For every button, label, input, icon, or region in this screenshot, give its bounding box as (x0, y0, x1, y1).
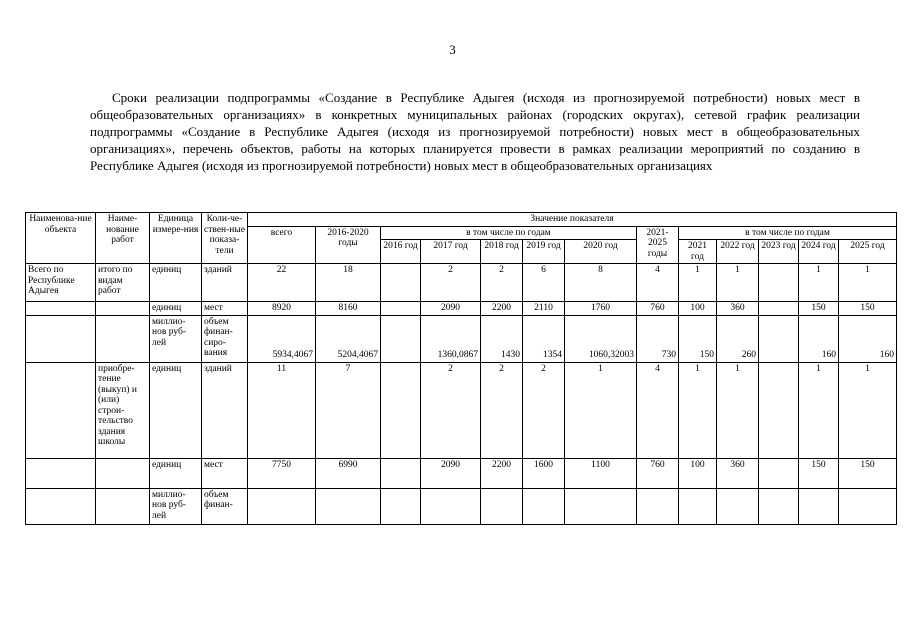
work-name-cell (96, 302, 150, 316)
value-cell (565, 488, 637, 524)
indicators-table (25, 212, 897, 525)
value-cell: 100 (679, 302, 717, 316)
value-cell (759, 488, 799, 524)
header-year: 2020 год (565, 240, 637, 264)
value-cell: 1 (799, 362, 839, 458)
value-cell (717, 488, 759, 524)
value-cell: 150 (799, 458, 839, 488)
value-cell: 1 (717, 264, 759, 302)
object-name-cell (26, 315, 96, 362)
object-name-cell: Всего по Республике Адыгея (26, 264, 96, 302)
value-cell: 150 (839, 302, 897, 316)
value-cell (523, 488, 565, 524)
value-cell: 2090 (421, 302, 481, 316)
value-cell: 730 (637, 315, 679, 362)
table-row (26, 458, 897, 488)
value-cell: 7750 (248, 458, 316, 488)
value-cell (381, 488, 421, 524)
value-cell (381, 458, 421, 488)
value-cell (759, 264, 799, 302)
value-cell (248, 488, 316, 524)
value-cell: 150 (799, 302, 839, 316)
header-work-name: Наиме-нование работ (96, 213, 150, 264)
object-name-cell (26, 458, 96, 488)
value-cell: 2200 (481, 302, 523, 316)
value-cell: 2 (481, 362, 523, 458)
value-cell: 1760 (565, 302, 637, 316)
value-cell: 4 (637, 362, 679, 458)
quantity-cell: зданий (202, 362, 248, 458)
value-cell: 260 (717, 315, 759, 362)
header-year: 2022 год (717, 240, 759, 264)
value-cell: 8160 (316, 302, 381, 316)
unit-cell: миллио-нов руб-лей (150, 315, 202, 362)
value-cell: 160 (799, 315, 839, 362)
value-cell (316, 488, 381, 524)
value-cell: 5204,4067 (316, 315, 381, 362)
value-cell: 8 (565, 264, 637, 302)
header-object-name: Наименова-ние объекта (26, 213, 96, 264)
value-cell: 22 (248, 264, 316, 302)
value-cell: 2 (421, 264, 481, 302)
value-cell: 18 (316, 264, 381, 302)
header-unit: Единица измере-ния (150, 213, 202, 264)
unit-cell: единиц (150, 362, 202, 458)
value-cell: 150 (679, 315, 717, 362)
unit-cell: единиц (150, 458, 202, 488)
value-cell: 1 (799, 264, 839, 302)
table-row (26, 362, 897, 458)
value-cell: 360 (717, 458, 759, 488)
value-cell: 6990 (316, 458, 381, 488)
value-cell: 1354 (523, 315, 565, 362)
table-row (26, 315, 897, 362)
page-number: 3 (449, 42, 456, 57)
object-name-cell (26, 302, 96, 316)
value-cell: 2 (481, 264, 523, 302)
value-cell (759, 362, 799, 458)
header-year: 2023 год (759, 240, 799, 264)
table-row (26, 264, 897, 302)
value-cell (637, 488, 679, 524)
value-cell: 1 (679, 264, 717, 302)
work-name-cell: итого по видам работ (96, 264, 150, 302)
header-year: 2025 год (839, 240, 897, 264)
quantity-cell: зданий (202, 264, 248, 302)
table-row (26, 302, 897, 316)
value-cell: 360 (717, 302, 759, 316)
header-total: всего (248, 226, 316, 264)
quantity-cell: объем финан- (202, 488, 248, 524)
value-cell (381, 362, 421, 458)
value-cell: 1430 (481, 315, 523, 362)
header-period-2021-2025: 2021-2025 годы (637, 226, 679, 264)
value-cell: 100 (679, 458, 717, 488)
value-cell: 760 (637, 302, 679, 316)
value-cell: 760 (637, 458, 679, 488)
header-year: 2016 год (381, 240, 421, 264)
value-cell: 2200 (481, 458, 523, 488)
header-by-years-2: в том числе по годам (679, 226, 897, 240)
unit-cell: миллио-нов руб-лей (150, 488, 202, 524)
value-cell (381, 264, 421, 302)
header-indicator-value: Значение показателя (248, 213, 897, 227)
value-cell: 160 (839, 315, 897, 362)
header-year: 2021 год (679, 240, 717, 264)
value-cell: 2 (523, 362, 565, 458)
quantity-cell: мест (202, 458, 248, 488)
header-year: 2024 год (799, 240, 839, 264)
work-name-cell (96, 488, 150, 524)
value-cell: 1 (717, 362, 759, 458)
unit-cell: единиц (150, 264, 202, 302)
value-cell (481, 488, 523, 524)
object-name-cell (26, 488, 96, 524)
value-cell: 11 (248, 362, 316, 458)
work-name-cell (96, 458, 150, 488)
value-cell (381, 315, 421, 362)
value-cell (759, 302, 799, 316)
value-cell: 1 (839, 264, 897, 302)
value-cell (759, 315, 799, 362)
value-cell (759, 458, 799, 488)
quantity-cell: объем финан-сиро-вания (202, 315, 248, 362)
value-cell (421, 488, 481, 524)
value-cell: 1360,0867 (421, 315, 481, 362)
value-cell: 8920 (248, 302, 316, 316)
value-cell: 1 (565, 362, 637, 458)
value-cell: 7 (316, 362, 381, 458)
value-cell (679, 488, 717, 524)
value-cell: 1 (839, 362, 897, 458)
value-cell: 5934,4067 (248, 315, 316, 362)
value-cell: 6 (523, 264, 565, 302)
value-cell (381, 302, 421, 316)
header-period-2016-2020: 2016-2020 годы (316, 226, 381, 264)
header-row-1 (26, 213, 897, 227)
value-cell: 2110 (523, 302, 565, 316)
header-year: 2019 год (523, 240, 565, 264)
work-name-cell (96, 315, 150, 362)
value-cell: 2090 (421, 458, 481, 488)
value-cell: 1600 (523, 458, 565, 488)
value-cell (799, 488, 839, 524)
table-row (26, 488, 897, 524)
header-by-years: в том числе по годам (381, 226, 637, 240)
value-cell: 2 (421, 362, 481, 458)
intro-paragraph: Сроки реализации подпрограммы «Создание в Республике Адыгея (исходя из прогнозируемой потребности) новых мест в общеобразовательных организациях» в конкретных муниципальных районах (городских округах), сетевой график реализации подпрограммы «Создание в Республике Адыгея (исходя из прогнозируемой потребности) новых мест в общеобразовательных организациях», перечень объектов, работы на которых планируется провести в рамках реализации мероприятий по созданию в Республике Адыгея (исходя из прогнозируемой потребности) новых мест в общеобразовательных организациях (90, 90, 860, 173)
value-cell: 150 (839, 458, 897, 488)
object-name-cell (26, 362, 96, 458)
unit-cell: единиц (150, 302, 202, 316)
value-cell: 1100 (565, 458, 637, 488)
value-cell: 4 (637, 264, 679, 302)
work-name-cell: приобре-тение (выкуп) и (или) строи-тельство здания школы (96, 362, 150, 458)
value-cell (839, 488, 897, 524)
quantity-cell: мест (202, 302, 248, 316)
header-year: 2017 год (421, 240, 481, 264)
header-year: 2018 год (481, 240, 523, 264)
header-quantity: Коли-че-ствен-ные показа-тели (202, 213, 248, 264)
value-cell: 1 (679, 362, 717, 458)
value-cell: 1060,32003 (565, 315, 637, 362)
